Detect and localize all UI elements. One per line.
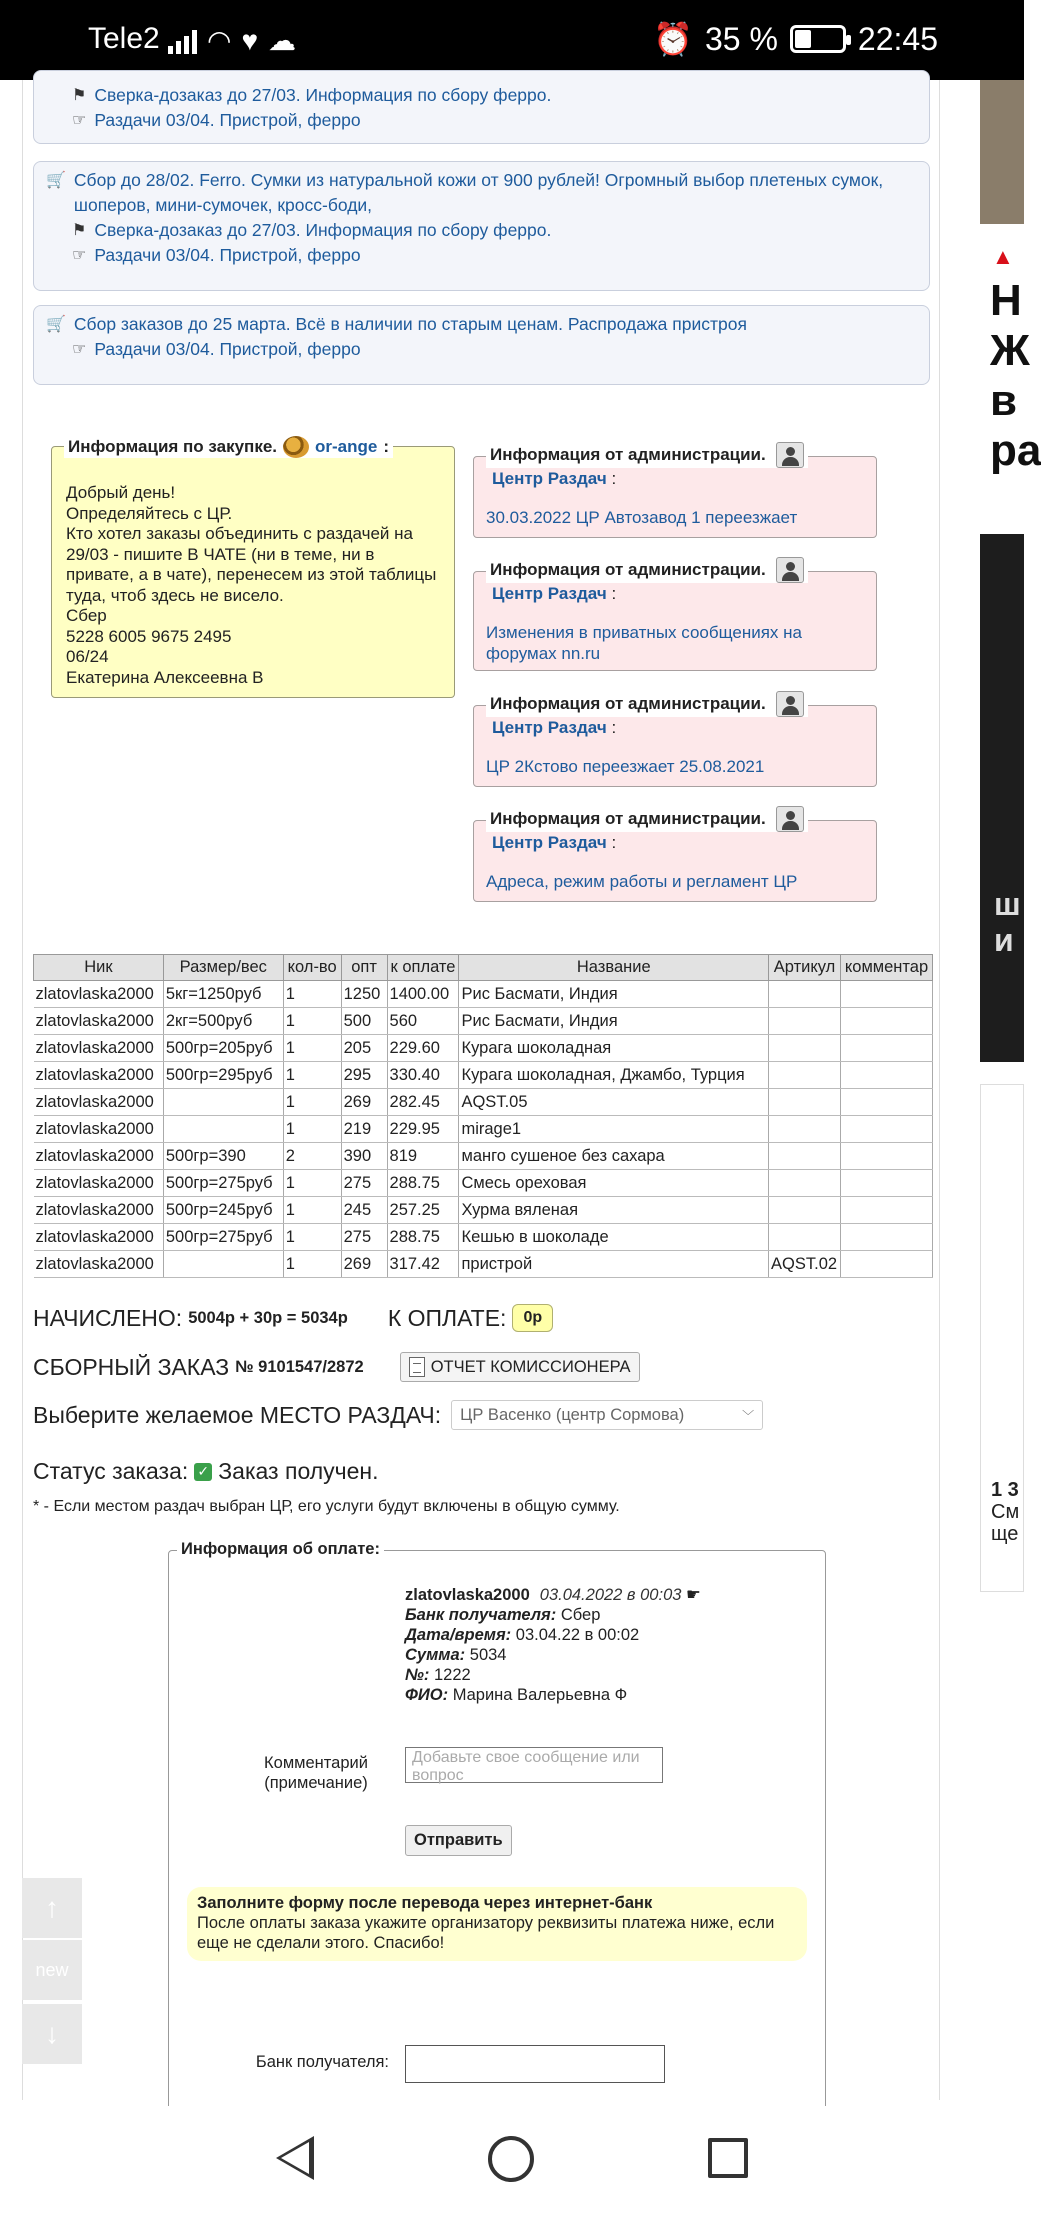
table-cell: Хурма вяленая [459,1197,769,1224]
table-row [34,981,933,1008]
flag-icon: ⚑ [72,87,87,104]
table-cell [163,1089,283,1116]
table-cell: 500гр=275руб [163,1170,283,1197]
table-cell [769,1089,841,1116]
table-cell: zlatovlaska2000 [34,1170,164,1197]
table-row [34,1062,933,1089]
orders-table [33,954,933,1278]
news-box [33,305,930,385]
table-cell [769,1197,841,1224]
news-link[interactable]: Раздачи 03/04. Пристрой, ферро [94,339,361,359]
table-cell [769,981,841,1008]
table-cell: 500гр=245руб [163,1197,283,1224]
pointing-hand-icon: ☞ [72,112,87,129]
payment-details: zlatovlaska2000 03.04.2022 в 00:03 ☛ Банк получателя: Сбер Дата/время: 03.04.22 в 00:02 Сумма: 5034 №: 1222 ФИО: Марина Валерьевна Ф [405,1586,701,1704]
news-box [33,161,930,291]
table-cell: 1250 [341,981,387,1008]
table-cell: 2 [283,1143,341,1170]
purchase-info-box: Информация по закупке. or-ange : Добрый день! Определяйтесь с ЦР. Кто хотел заказы объединить с раздачей на 29/03 - пишите В ЧАТЕ (ни в теме, ни в привате, а в чате), перенесем из этой таблицы туда, чтоб здесь не висело. Сбер 5228 6005 9675 2495 06/24 Екатерина Алексеевна В [51,446,455,698]
document-icon [409,1357,425,1377]
clock: 22:45 [857,20,938,57]
signal-icons [168,24,296,57]
comment-label: Комментарий (примечание) [264,1754,368,1792]
admin-info-box: Информация от администрации. Центр Раздач : ЦР 2Кстово переезжает 25.08.2021 [473,705,877,787]
chevron-down-icon: ﹀ [742,1408,755,1423]
user-avatar-icon [776,442,804,468]
table-cell: 205 [341,1035,387,1062]
table-cell: 229.95 [387,1116,459,1143]
pickup-note: * - Если местом раздач выбран ЦР, его услуги будут включены в общую сумму. [33,1498,620,1515]
payment-date: 03.04.2022 в 00:03 [539,1586,682,1604]
status-bar [0,0,1024,80]
table-cell: AQST.05 [459,1089,769,1116]
table-row [34,1035,933,1062]
wifi-icon: ◠ [207,25,232,56]
comment-textarea[interactable]: Добавьте свое сообщение или вопрос [405,1747,663,1783]
pointing-hand-icon: ☞ [72,247,87,264]
to-pay-badge: 0р [512,1304,553,1332]
table-cell: 390 [341,1143,387,1170]
table-cell [841,1224,933,1251]
news-link[interactable]: Раздачи 03/04. Пристрой, ферро [94,110,361,130]
table-row [34,1143,933,1170]
table-cell: 295 [341,1062,387,1089]
column-header[interactable]: Ник [34,955,164,981]
table-cell: zlatovlaska2000 [34,1224,164,1251]
home-icon[interactable] [488,2136,534,2182]
user-avatar-icon [776,691,804,717]
table-cell: 257.25 [387,1197,459,1224]
scroll-down-button[interactable]: ↓ [22,2004,82,2064]
totals-line [33,1304,553,1332]
table-cell: 282.45 [387,1089,459,1116]
charged-value: 5004р + 30р = 5034р [188,1308,348,1327]
signal-icon [168,28,197,54]
table-cell [841,1089,933,1116]
battery-icon [790,25,846,53]
table-cell [841,1143,933,1170]
column-header[interactable]: к оплате [387,955,459,981]
table-row [34,1224,933,1251]
status-value: Заказ получен. [218,1458,379,1484]
table-cell [841,1035,933,1062]
table-cell [769,1143,841,1170]
table-cell: 1 [283,1224,341,1251]
table-header-row [34,955,933,981]
column-header[interactable]: Название [459,955,769,981]
table-cell: 2кг=500руб [163,1008,283,1035]
ad-image[interactable] [980,80,1024,224]
news-link[interactable]: Сбор заказов до 25 марта. Всё в наличии по старым ценам. Распродажа пристроя [73,314,747,334]
table-cell: zlatovlaska2000 [34,1116,164,1143]
pickup-line [33,1400,763,1430]
table-cell: 330.40 [387,1062,459,1089]
table-cell: 1 [283,1170,341,1197]
order-line [33,1352,640,1382]
snail-avatar-icon [283,436,309,458]
admin-sender-link[interactable]: Центр Раздач [492,833,607,852]
table-cell [841,1116,933,1143]
cloud-icon: ☁ [268,25,297,56]
table-row [34,1008,933,1035]
ad-headline[interactable]: Н Ж в ра [990,276,1041,475]
to-pay-label: К ОПЛАТЕ: [387,1304,507,1331]
column-header[interactable]: опт [341,955,387,981]
table-cell: 1 [283,1197,341,1224]
purchase-info-title: Информация по закупке. [68,436,278,456]
scroll-up-button[interactable]: ↑ [22,1878,82,1938]
table-row [34,1116,933,1143]
system-navigation-bar [0,2106,1024,2218]
table-cell: 1 [283,1035,341,1062]
charged-label: НАЧИСЛЕНО: [33,1304,183,1331]
user-avatar-icon [776,557,804,583]
table-cell: 288.75 [387,1224,459,1251]
table-cell: zlatovlaska2000 [34,981,164,1008]
table-cell [769,1035,841,1062]
news-link[interactable]: Сверка-дозаказ до 27/03. Информация по сбору ферро. [94,85,552,105]
admin-info-box: Информация от администрации. Центр Раздач : Изменения в приватных сообщениях на форумах nn.ru [473,571,877,671]
payer-nick[interactable]: zlatovlaska2000 [405,1586,530,1604]
table-cell: zlatovlaska2000 [34,1251,164,1278]
pickup-label: Выберите желаемое МЕСТО РАЗДАЧ: [33,1401,442,1428]
table-cell: 1400.00 [387,981,459,1008]
admin-message-link[interactable]: 30.03.2022 ЦР Автозавод 1 переезжает [486,508,798,527]
table-cell: 229.60 [387,1035,459,1062]
table-cell [841,1062,933,1089]
table-cell: 269 [341,1089,387,1116]
order-number: № 9101547/2872 [235,1357,364,1376]
heart-icon: ♥ [241,24,259,56]
cart-icon: 🛒 [46,172,66,189]
table-cell: 5кг=1250руб [163,981,283,1008]
table-cell [841,1251,933,1278]
table-row [34,1251,933,1278]
table-cell: 1 [283,981,341,1008]
send-button[interactable]: Отправить [405,1825,512,1856]
table-cell: Курага шоколадная, Джамбо, Турция [459,1062,769,1089]
news-box [33,70,930,144]
table-cell: zlatovlaska2000 [34,1008,164,1035]
table-cell: 500 [341,1008,387,1035]
table-cell: манго сушеное без сахара [459,1143,769,1170]
admin-info-box: Информация от администрации. Центр Раздач : 30.03.2022 ЦР Автозавод 1 переезжает [473,456,877,538]
table-cell: Кешью в шоколаде [459,1224,769,1251]
alarm-icon: ⏰ [653,21,693,57]
pickup-select[interactable]: ЦР Васенко (центр Сормова) ﹀ [451,1400,763,1430]
admin-sender-link[interactable]: Центр Раздач [492,469,607,488]
pointing-hand-icon[interactable]: ☛ [686,1586,701,1604]
table-cell: zlatovlaska2000 [34,1197,164,1224]
table-cell: Рис Басмати, Индия [459,981,769,1008]
checkmark-icon: ✓ [194,1463,212,1481]
table-cell: 500гр=275руб [163,1224,283,1251]
news-link[interactable]: Сбор до 28/02. Ferro. Сумки из натуральной кожи от 900 рублей! Огромный выбор плетеных сумок, шоперов, мини-сумочек, кросс-боди, [73,170,884,215]
page-content [22,80,940,2100]
table-cell: 1 [283,1116,341,1143]
table-cell: zlatovlaska2000 [34,1035,164,1062]
recent-apps-icon[interactable] [708,2138,748,2178]
table-cell: AQST.02 [769,1251,841,1278]
bank-form-note: Заполните форму после перевода через интернет-банк После оплаты заказа укажите организатору реквизиты платежа ниже, если еще не сделали этого. Спасибо! [187,1887,807,1961]
order-label: СБОРНЫЙ ЗАКАЗ [33,1353,230,1380]
bank-input[interactable] [405,2045,665,2083]
table-cell [769,1116,841,1143]
table-cell: 1 [283,1062,341,1089]
table-cell: 288.75 [387,1170,459,1197]
table-cell: zlatovlaska2000 [34,1143,164,1170]
payment-info-title: Информация об оплате: [177,1540,384,1559]
table-cell: 819 [387,1143,459,1170]
table-cell: Рис Басмати, Индия [459,1008,769,1035]
column-header[interactable]: комментар [841,955,933,981]
bank-field-label: Банк получателя: [255,2053,389,2071]
pointing-hand-icon: ☞ [72,341,87,358]
table-cell [841,981,933,1008]
carrier-name: Tele2 [88,22,160,55]
cart-icon: 🛒 [46,316,66,333]
table-cell [841,1008,933,1035]
status-label: Статус заказа: [33,1458,189,1484]
table-cell [769,1062,841,1089]
column-header[interactable]: кол-во [283,955,341,981]
organizer-nick-link[interactable]: or-ange [315,436,378,456]
table-cell: Смесь ореховая [459,1170,769,1197]
table-cell: пристрой [459,1251,769,1278]
table-cell: 500гр=295руб [163,1062,283,1089]
status-line [33,1458,379,1485]
table-cell: Курага шоколадная [459,1035,769,1062]
table-cell [841,1197,933,1224]
table-cell [163,1251,283,1278]
admin-info-box: Информация от администрации. Центр Раздач : Адреса, режим работы и регламент ЦР [473,820,877,902]
admin-sender-link[interactable]: Центр Раздач [492,718,607,737]
table-cell: 1 [283,1089,341,1116]
table-cell: 560 [387,1008,459,1035]
table-cell [841,1170,933,1197]
table-cell [163,1116,283,1143]
commissioner-report-button[interactable]: ОТЧЕТ КОМИССИОНЕРА [400,1352,640,1382]
battery-percent: 35 % [704,20,778,57]
table-cell: 1 [283,1008,341,1035]
table-row [34,1089,933,1116]
table-cell: 275 [341,1170,387,1197]
admin-message-link[interactable]: ЦР 2Кстово переезжает 25.08.2021 [486,757,765,776]
column-header[interactable]: Размер/вес [163,955,283,981]
admin-sender-link[interactable]: Центр Раздач [492,584,607,603]
table-cell: zlatovlaska2000 [34,1089,164,1116]
triangle-up-icon: ▲ [992,244,1014,269]
table-cell: 219 [341,1116,387,1143]
table-cell: 500гр=390 [163,1143,283,1170]
flag-icon: ⚑ [72,222,87,239]
table-cell [769,1170,841,1197]
table-cell: 1 [283,1251,341,1278]
table-cell: zlatovlaska2000 [34,1062,164,1089]
table-cell: 269 [341,1251,387,1278]
table-cell: 317.42 [387,1251,459,1278]
ad-banner[interactable]: ш и [980,534,1024,1062]
admin-message-link[interactable]: Адреса, режим работы и регламент ЦР [486,872,798,891]
news-link[interactable]: Сверка-дозаказ до 27/03. Информация по сбору ферро. [94,220,552,240]
user-avatar-icon [776,806,804,832]
admin-message-link[interactable]: Изменения в приватных сообщениях на форумах nn.ru [486,623,803,663]
table-cell: 500гр=205руб [163,1035,283,1062]
column-header[interactable]: Артикул [769,955,841,981]
payment-info-box [168,1540,826,2150]
table-cell [769,1008,841,1035]
table-cell [769,1224,841,1251]
table-cell: 245 [341,1197,387,1224]
ad-card[interactable]: 1 3 См ще [980,1084,1024,1592]
back-icon[interactable] [276,2136,314,2180]
news-link[interactable]: Раздачи 03/04. Пристрой, ферро [94,245,361,265]
table-cell: mirage1 [459,1116,769,1143]
new-posts-button[interactable]: new [22,1940,82,2000]
table-row [34,1170,933,1197]
table-cell: 275 [341,1224,387,1251]
table-row [34,1197,933,1224]
